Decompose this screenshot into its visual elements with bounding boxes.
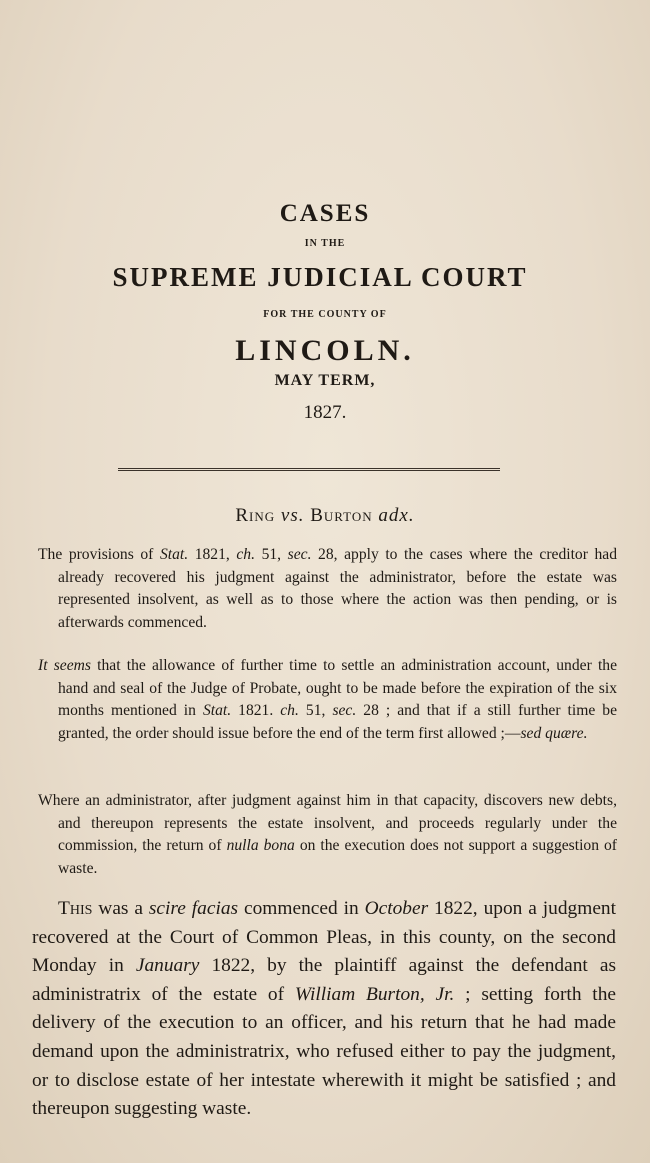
text-run: 51, bbox=[298, 702, 333, 720]
italic-text: October bbox=[364, 898, 429, 919]
italic-text: sed quære. bbox=[520, 724, 588, 742]
italic-text: sec. bbox=[332, 702, 357, 720]
italic-text: Stat. bbox=[202, 702, 232, 720]
heading-court: SUPREME JUDICIAL COURT bbox=[112, 262, 528, 292]
headnote-text bbox=[38, 655, 617, 745]
headnote-1 bbox=[38, 544, 617, 634]
text-run: commenced in bbox=[238, 898, 365, 919]
headnote-3 bbox=[38, 790, 617, 880]
text-run: 28 ; and that if a still further time be granted, the order should issue before the end of the term first allowed ;— bbox=[58, 702, 618, 742]
text-run: The provisions of bbox=[38, 546, 160, 563]
plaintiff-name: Ring bbox=[235, 505, 276, 526]
italic-text: ch. bbox=[280, 702, 299, 720]
text-run: was a bbox=[92, 898, 149, 919]
defendant-suffix: adx. bbox=[378, 505, 415, 526]
italic-text: nulla bona bbox=[226, 837, 295, 855]
opinion-paragraph bbox=[32, 895, 616, 1124]
case-title bbox=[0, 505, 650, 527]
text-run: Where an administrator, after judgment against him in that capacity, discovers new debts, and thereupon represents the estate insolvent, and proceeds regularly under the commission, the return of bbox=[38, 792, 617, 855]
italic-text: ch. bbox=[236, 546, 255, 563]
versus: vs. bbox=[280, 505, 305, 526]
text-run: on the execution does not support a suggestion of waste. bbox=[58, 837, 617, 877]
italic-text: It seems bbox=[38, 657, 91, 674]
heading-county-name: LINCOLN. bbox=[235, 334, 415, 367]
headnote-text bbox=[38, 790, 617, 880]
text-run: 28, apply to the cases where the creditor had already recovered his judgment against the administrator, before the estate was represented insolvent, as well as to those where the action was then pending, or is afterwards commenced. bbox=[58, 546, 618, 631]
text-run: ; setting forth the delivery of the execution to an officer, and his return that he had made demand upon the administratrix, who refused either to pay the judgment, or to disclose estate of her intestate wherewith it might be satisfied ; and thereupon suggesting waste. bbox=[32, 983, 616, 1120]
heading-in-the: IN THE bbox=[304, 238, 346, 249]
italic-text: sec. bbox=[287, 546, 312, 563]
headnote-2 bbox=[38, 655, 617, 745]
headnote-text bbox=[38, 544, 617, 634]
heading-term: MAY TERM, bbox=[274, 372, 376, 389]
text-run: 51, bbox=[255, 546, 288, 563]
opinion-body bbox=[32, 895, 616, 1124]
text-run: 1822, upon a judgment recovered at the Court of Common Pleas, in this county, on the second Monday in bbox=[32, 898, 617, 977]
text-run: 1821, bbox=[188, 546, 237, 563]
heading-year: 1827. bbox=[303, 402, 347, 423]
heading-for-county: FOR THE COUNTY OF bbox=[263, 309, 387, 320]
text-run: This bbox=[58, 898, 93, 919]
italic-text: scire facias bbox=[148, 898, 239, 919]
defendant-name: Burton bbox=[310, 505, 373, 526]
italic-text: Stat. bbox=[159, 546, 189, 563]
text-run: 1822, by the plaintiff against the defendant as administratrix of the estate of bbox=[32, 955, 616, 1005]
italic-text: January bbox=[135, 955, 200, 977]
italic-text: William Burton, Jr. bbox=[294, 983, 455, 1005]
title-block bbox=[0, 200, 650, 424]
text-run: 1821. bbox=[231, 702, 281, 720]
divider-rule bbox=[118, 468, 500, 471]
text-run: that the allowance of further time to settle an administration account, under the hand and seal of the Judge of Probate, ought to be made before the expiration of the six months mentioned in bbox=[58, 657, 617, 720]
heading-cases: CASES bbox=[279, 200, 371, 227]
